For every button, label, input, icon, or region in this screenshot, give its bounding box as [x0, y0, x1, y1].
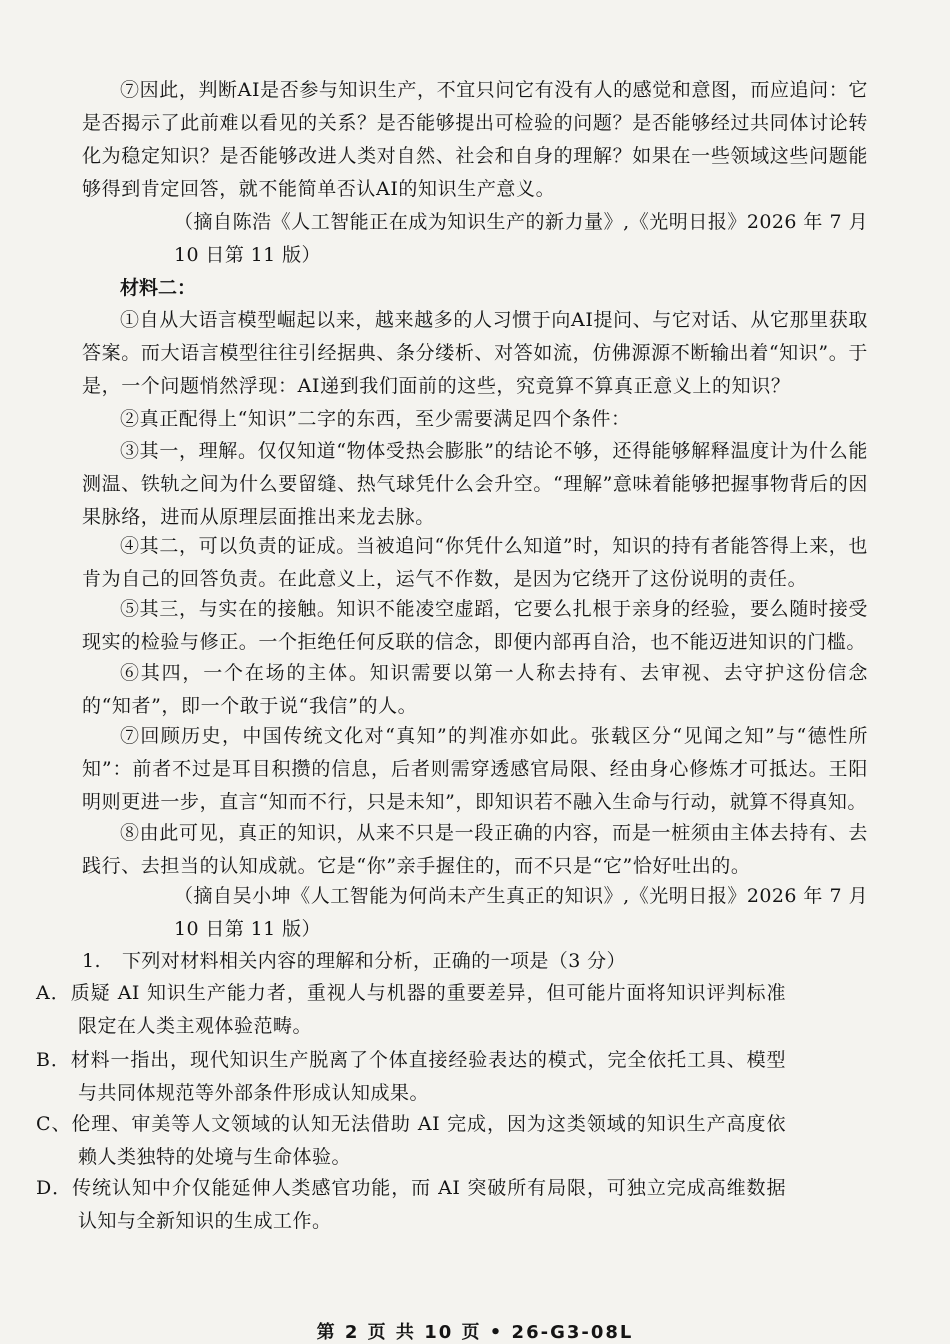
- page-footer: 第 2 页 共 10 页 • 26-G3-08L: [316, 1322, 634, 1343]
- material-two-paragraph-8: ⑧由此可见，真正的知识，从来不只是一段正确的内容，而是一桩须由主体去持有、去践行、去担当的认知成就。它是“你”亲手握住的，而不只是“它”恰好吐出的。: [82, 822, 868, 877]
- material-two-source: （摘自吴小坤《人工智能为何尚未产生真正的知识》,《光明日报》2026 年 7 月 10 日第 11 版）: [174, 885, 868, 940]
- material-two-heading: 材料二：: [120, 277, 197, 299]
- material-two-paragraph-6: ⑥其四，一个在场的主体。知识需要以第一人称去持有、去审视、去守护这份信念的“知者”，即一个敢于说“我信”的人。: [82, 662, 868, 717]
- option-c[interactable]: C、伦理、审美等人文领域的认知无法借助 AI 完成，因为这类领域的知识生产高度依赖人类独特的处境与生命体验。: [36, 1113, 786, 1168]
- question-number: 1.: [82, 950, 101, 972]
- option-a[interactable]: A．质疑 AI 知识生产能力者，重视人与机器的重要差异，但可能片面将知识评判标准限定在人类主观体验范畴。: [36, 982, 786, 1037]
- question-stem: 下列对材料相关内容的理解和分析，正确的一项是（3 分）: [122, 950, 626, 972]
- material-two-paragraph-5: ⑤其三，与实在的接触。知识不能凌空虚蹈，它要么扎根于亲身的经验，要么随时接受现实的检验与修正。一个拒绝任何反联的信念，即便内部再自洽，也不能迈进知识的门槛。: [82, 598, 868, 653]
- material-one-source: （摘自陈浩《人工智能正在成为知识生产的新力量》,《光明日报》2026 年 7 月 10 日第 11 版）: [174, 211, 868, 266]
- option-d[interactable]: D．传统认知中介仅能延伸人类感官功能，而 AI 突破所有局限，可独立完成高维数据认知与全新知识的生成工作。: [36, 1177, 786, 1232]
- material-two-paragraph-4: ④其二，可以负责的证成。当被追问“你凭什么知道”时，知识的持有者能答得上来，也肯为自己的回答负责。在此意义上，运气不作数，是因为它绕开了这份说明的责任。: [82, 535, 868, 590]
- material-two-paragraph-2: ②真正配得上“知识”二字的东西，至少需要满足四个条件：: [120, 408, 631, 430]
- material-two-paragraph-3: ③其一，理解。仅仅知道“物体受热会膨胀”的结论不够，还得能够解释温度计为什么能测温、铁轨之间为什么要留缝、热气球凭什么会升空。“理解”意味着能够把握事物背后的因果脉络，进而从原理层面推出来龙去脉。: [82, 440, 868, 528]
- material-one-paragraph-7: ⑦因此，判断AI是否参与知识生产，不宜只问它有没有人的感觉和意图，而应追问：它是否揭示了此前难以看见的关系？是否能够提出可检验的问题？是否能够经过共同体讨论转化为稳定知识？是否能够改进人类对自然、社会和自身的理解？如果在一些领域这些问题能够得到肯定回答，就不能简单否认AI的知识生产意义。: [82, 79, 868, 200]
- material-two-paragraph-7: ⑦回顾历史，中国传统文化对“真知”的判准亦如此。张载区分“见闻之知”与“德性所知”：前者不过是耳目积攒的信息，后者则需穿透感官局限、经由身心修炼才可抵达。王阳明则更进一步，直言“知而不行，只是未知”，即知识若不融入生命与行动，就算不得真知。: [82, 725, 868, 813]
- material-two-paragraph-1: ①自从大语言模型崛起以来，越来越多的人习惯于向AI提问、与它对话、从它那里获取答案。而大语言模型往往引经据典、条分缕析、对答如流，仿佛源源不断输出着“知识”。于是，一个问题悄然浮现：AI递到我们面前的这些，究竟算不算真正意义上的知识？: [82, 309, 868, 397]
- option-b[interactable]: B．材料一指出，现代知识生产脱离了个体直接经验表达的模式，完全依托工具、模型与共同体规范等外部条件形成认知成果。: [36, 1049, 786, 1104]
